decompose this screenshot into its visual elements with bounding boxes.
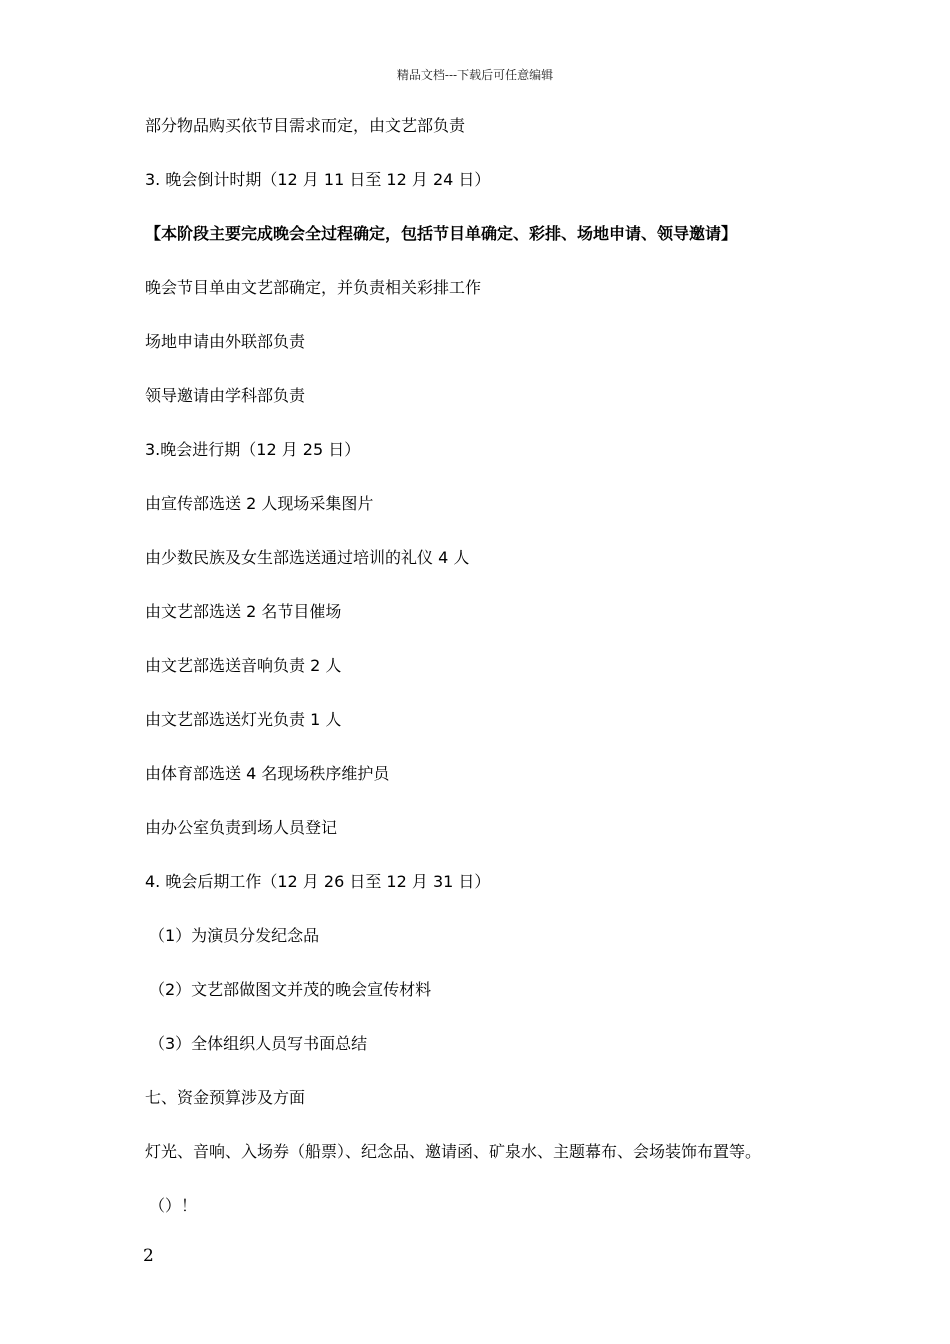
heading-countdown-period: 3. 晚会倒计时期（12 月 11 日至 12 月 24 日） xyxy=(145,170,491,189)
list-item-written-summary: （3）全体组织人员写书面总结 xyxy=(149,1034,368,1053)
paragraph-budget-items: 灯光、音响、入场券（船票）、纪念品、邀请函、矿泉水、主题幕布、会场装饰布置等。 xyxy=(145,1142,762,1161)
paragraph-stage-call: 由文艺部选送 2 名节目催场 xyxy=(145,602,342,621)
paragraph-registration: 由办公室负责到场人员登记 xyxy=(145,818,338,837)
paragraph-photography: 由宣传部选送 2 人现场采集图片 xyxy=(145,494,374,513)
paragraph-program-list: 晚会节目单由文艺部确定，并负责相关彩排工作 xyxy=(145,278,482,297)
page-number: 2 xyxy=(143,1246,154,1266)
paragraph-order-maintenance: 由体育部选送 4 名现场秩序维护员 xyxy=(145,764,390,783)
list-item-souvenirs: （1）为演员分发纪念品 xyxy=(149,926,320,945)
paragraph-stage-summary: 【本阶段主要完成晚会全过程确定，包括节目单确定、彩排、场地申请、领导邀请】 xyxy=(145,224,738,243)
heading-post-event: 4. 晚会后期工作（12 月 26 日至 12 月 31 日） xyxy=(145,872,491,891)
paragraph-etiquette: 由少数民族及女生部选送通过培训的礼仪 4 人 xyxy=(145,548,470,567)
paragraph-sound: 由文艺部选送音响负责 2 人 xyxy=(145,656,342,675)
heading-budget: 七、资金预算涉及方面 xyxy=(145,1088,306,1107)
paragraph-closing-mark: （）！ xyxy=(149,1196,198,1215)
heading-event-period: 3.晚会进行期（12 月 25 日） xyxy=(145,440,361,459)
document-body xyxy=(145,108,845,1242)
paragraph-leader-invitation: 领导邀请由学科部负责 xyxy=(145,386,306,405)
list-item-promo-materials: （2）文艺部做图文并茂的晚会宣传材料 xyxy=(149,980,432,999)
paragraph-lighting: 由文艺部选送灯光负责 1 人 xyxy=(145,710,342,729)
paragraph-venue-application: 场地申请由外联部负责 xyxy=(145,332,306,351)
page-header: 精品文档---下载后可任意编辑 xyxy=(396,68,554,82)
paragraph-purchase-note: 部分物品购买依节目需求而定，由文艺部负责 xyxy=(145,116,466,135)
